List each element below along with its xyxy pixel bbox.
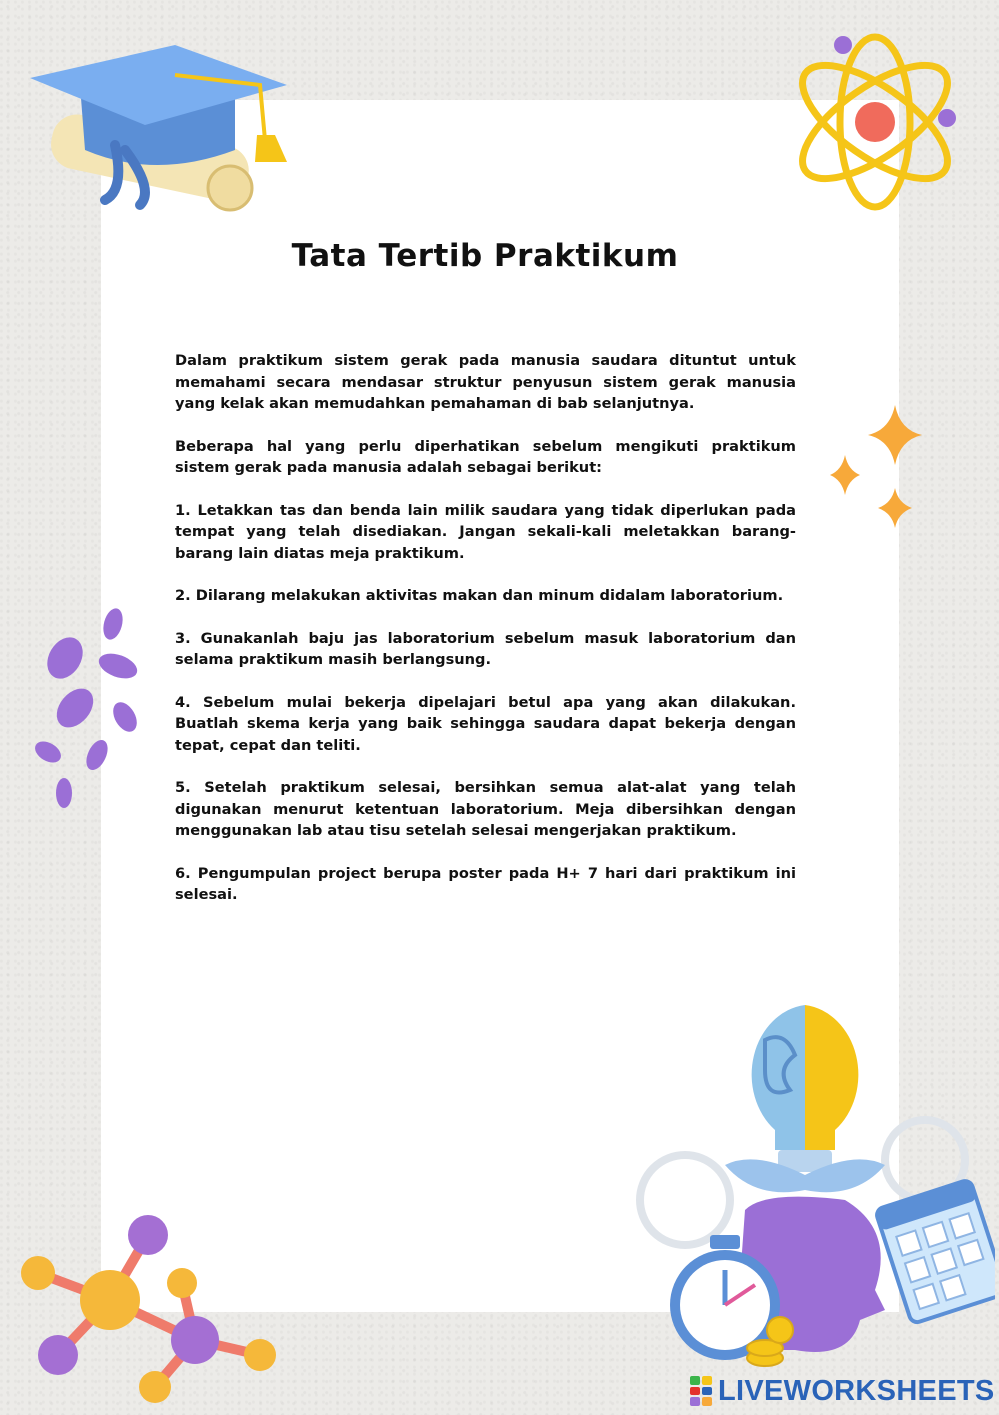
- purple-dots-icon: [30, 600, 145, 815]
- liveworksheets-logo-icon: [690, 1376, 712, 1406]
- lead-in-paragraph: Beberapa hal yang perlu diperhatikan sebelum mengikuti praktikum sistem gerak pada manusia adalah sebagai berikut:: [175, 437, 796, 476]
- rule-item-2: 2. Dilarang melakukan aktivitas makan dan minum didalam laboratorium.: [175, 587, 784, 604]
- page-title: Tata Tertib Praktikum: [291, 238, 679, 274]
- rule-item-3: 3. Gunakanlah baju jas laboratorium sebelum masuk laboratorium dan selama praktikum masih berlangsung.: [175, 629, 796, 668]
- rule-item-1: 1. Letakkan tas dan benda lain milik saudara yang tidak diperlukan pada tempat yang telah disediakan. Jangan sekali-kali meletakkan barang-barang lain diatas meja praktikum.: [175, 501, 796, 562]
- intro-paragraph: Dalam praktikum sistem gerak pada manusia saudara dituntut untuk memahami secara mendasar struktur penyusun sistem gerak manusia yang kelak akan memudahkan pemahaman di bab selanjutnya.: [175, 352, 796, 412]
- liveworksheets-logo[interactable]: [690, 1373, 995, 1409]
- graduation-cap-icon: [25, 40, 295, 225]
- sparkles-icon: [820, 400, 930, 535]
- brain-bulb-head-illustration: [615, 1000, 995, 1370]
- rule-item-6: 6. Pengumpulan project berupa poster pada H+ 7 hari dari praktikum ini selesai.: [175, 864, 796, 903]
- molecule-icon: [10, 1205, 280, 1405]
- liveworksheets-brand-text: LIVEWORKSHEETS: [718, 1374, 995, 1407]
- rule-item-4: 4. Sebelum mulai bekerja dipelajari betul apa yang akan dilakukan. Buatlah skema kerja yang baik sehingga saudara dapat bekerja dengan tepat, cepat dan teliti.: [175, 693, 796, 754]
- rules-text-body: [175, 350, 796, 927]
- rule-item-5: 5. Setelah praktikum selesai, bersihkan semua alat-alat yang telah digunakan menurut ketentuan laboratorium. Meja dibersihkan dengan menggunakan lab atau tisu setelah selesai mengerjakan praktikum.: [175, 779, 796, 839]
- atom-icon: [775, 30, 975, 215]
